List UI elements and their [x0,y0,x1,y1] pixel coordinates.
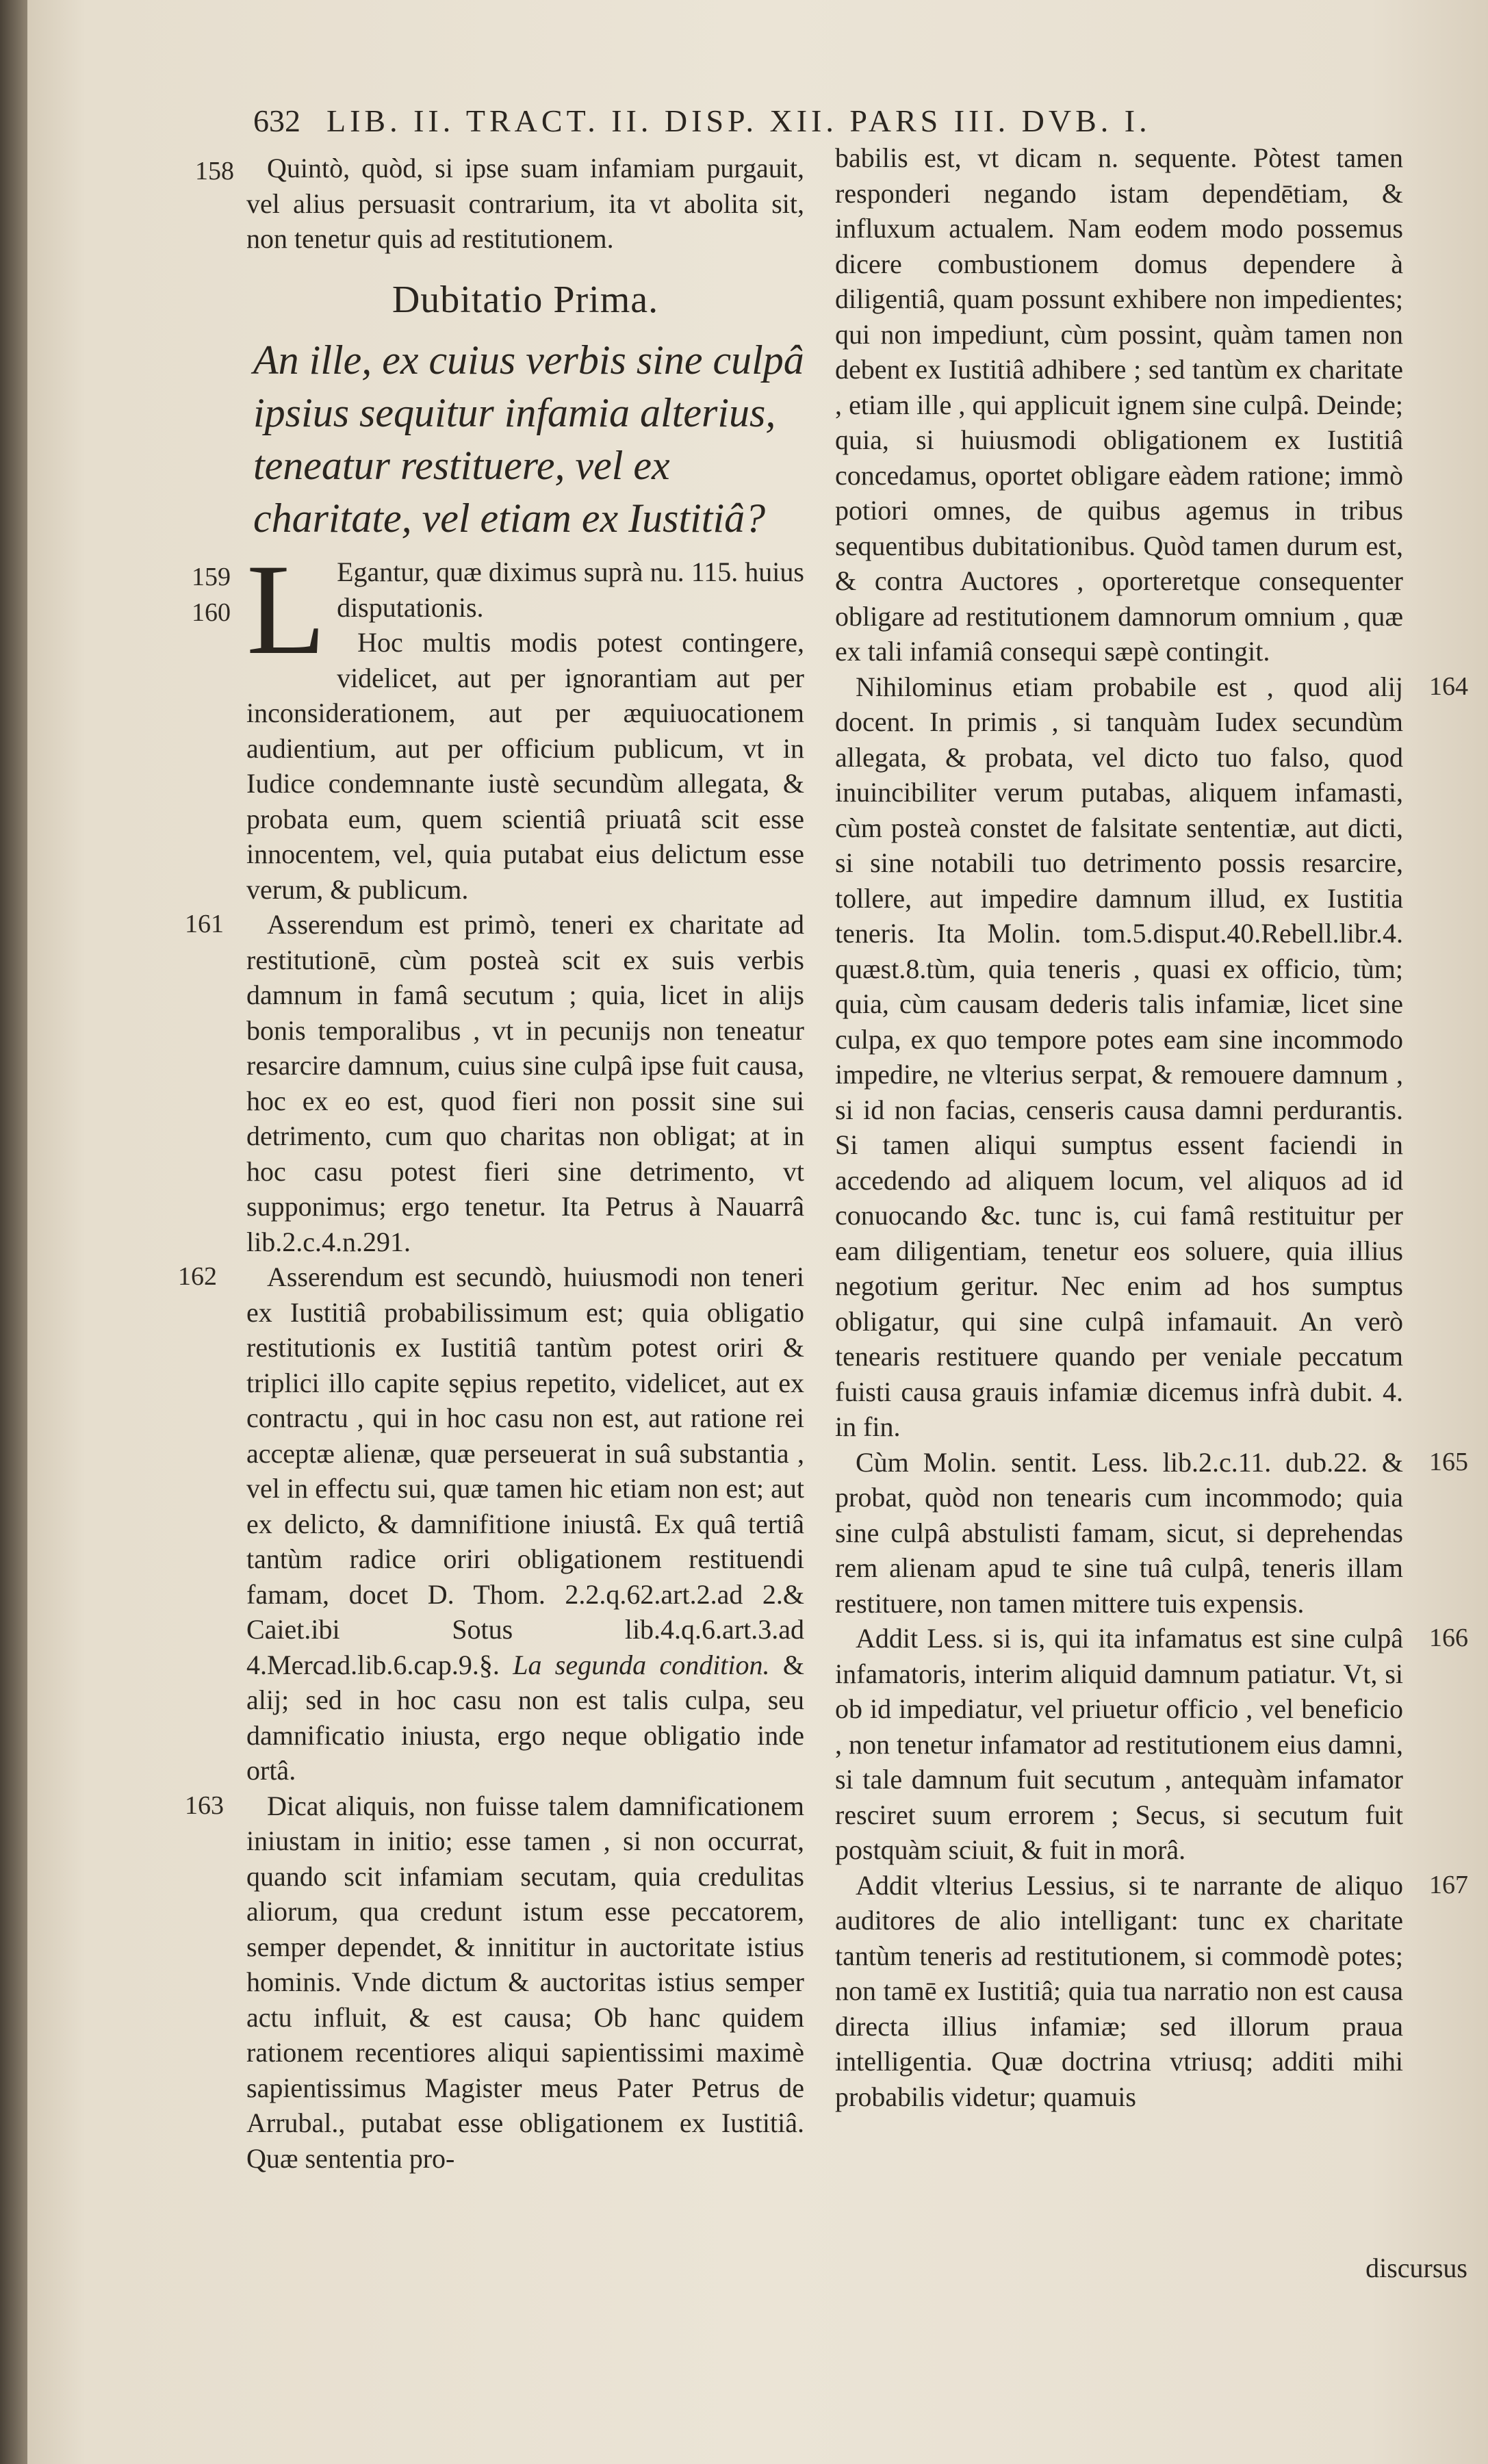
paragraph-158: Quintò, quòd, si ipse suam infamiam purgauit, vel alius persuasit contrarium, ita vt abolita sit, non tenetur quis ad restitutionem. [246,153,804,254]
page-number: 632 [253,103,300,138]
paragraph-number: 160 [192,598,231,627]
paragraph-number: 166 [1429,1624,1468,1652]
running-title: LIB. II. TRACT. II. DISP. XII. PARS III. DVB. I. [326,103,1151,138]
paragraph-166: Addit Less. si is, qui ita infamatus est sine culpâ infamatoris, interim aliquid damnum patiatur. Vt, si ob id impediatur, vel priuetur officio , vel beneficio , non tenetur infamator ad restitutionem eius damni, si tale damnum fuit secutum , antequàm infamator resciret suum errorem ; Secus, si secutum fuit postquàm sciuit, & fuit in morâ. [835,1623,1403,1865]
paragraph-163-block [185,1788,804,2177]
paragraph-165-block [835,1445,1468,1621]
book-page [27,0,1488,2464]
paragraph-159-160-block [192,538,804,907]
paragraph-159: Egantur, quæ diximus suprà nu. 115. huius disputationis. [337,556,804,623]
paragraph-162-text: Asserendum est secundò, huiusmodi non teneri ex Iustitiâ probabilissimum est; quia obligatio restitutionis ex Iustitiâ tantùm potest oriri & triplici illo capite sępius repetito, videlicet, aut ex contractu , qui in hoc casu non est, aut ratione rei acceptæ alienæ, quæ perseuerat in suâ substantia , vel in effectu sui, quæ tamen hic etiam non est; aut ex delicto, & damnifitione iniustâ. Ex quâ tertiâ tantùm radice oriri obligationem restituendi famam, docet D. Thom. 2.2.q.62.art.2.ad 2.& Caiet.ibi Sotus lib.4.q.6.art.3.ad 4.Mercad.lib.6.cap.9.§. [246,1261,804,1680]
citation-reference: La segunda condition. [513,1649,770,1680]
paragraph-number: 167 [1429,1870,1468,1899]
paragraph-167-block [835,1868,1468,2115]
paragraph-162 [246,1259,804,1788]
paragraph-161-block [185,907,804,1259]
paragraph-161: Asserendum est primò, teneri ex charitate ad restitutionē, cùm posteà scit ex suis verbis damnum in famâ secutum ; quia, licet in alijs bonis temporalibus , vt in pecunijs non teneatur resarcire damnum, cuius sine culpâ ipse fuit causa, hoc ex eo est, quod fieri non possit sine sui detrimento, cum quo charitas non obligat; at in hoc casu potest fieri sine detrimento, vt supponimus; ergo tenetur. Ita Petrus à Nauarrâ lib.2.c.4.n.291. [246,909,804,1257]
paragraph-number: 159 [192,563,231,591]
paragraph-number: 162 [178,1262,217,1291]
paragraph-162-block [178,1259,804,1788]
right-column [835,140,1468,2114]
dubitatio-question: An ille, ex cuius verbis sine culpâ ipsius sequitur infamia alterius, teneatur restituere, vel ex charitate, vel etiam ex Iustitiâ? [253,337,804,541]
running-header [253,103,1485,139]
paragraph-number: 164 [1429,671,1468,701]
paragraph-number: 158 [195,157,234,185]
paragraph-164: Nihilominus etiam probabile est , quod alij docent. In primis , si tanquàm Iudex secundùm allegata, & probata, vel dicto tuo falso, quod inuincibiliter verum putabas, aliquem infamasti, cùm posteà constet de falsitate sententiæ, aut dicti, si sine notabili tuo detrimento possis resarcire, tollere, aut impedire damnum illud, ex Iustitia teneris. Ita Molin. tom.5.disput.40.Rebell.libr.4. quæst.8.tùm, quia teneris , quasi ex officio, tùm; quia, cùm causam dederis talis infamiæ, licet sine culpa, ex quo tempore potes eam sine incommodo impedire, ne vlterius serpat, & remouere damnum , si id non facias, censeris causa damni perdurantis. Si tamen aliqui sumptus essent faciendi in accedendo ad aliquem locum, vel aliquos ad id conuocando &c. tunc is, cui famâ restituitur per eam diligentiam, tenetur eos soluere, quia illius negotium geritur. Nec enim ad hos sumptus obligatur, qui sine culpâ infamauit. An verò tenearis restituere quando per veniale peccatum fuisti causa grauis infamiæ dicemus infrà dubit. 4. in fin. [835,671,1403,1442]
paragraph-163: Dicat aliquis, non fuisse talem damnificationem iniustam in initio; esse tamen , si non occurrat, quando scit infamiam secutam, quia credulitas aliorum, qua credunt istum esse peccatorem, semper dependet, & innititur in auctoritate istius hominis. Vnde dictum & auctoritas istius semper actu influit, & est causa; Ob hanc quidem rationem recentiores aliqui sapientissimi maximè sapientissimus Magister meus Pater Petrus de Arrubal., putabat esse obligationem ex Iustitiâ. Quæ sententia pro- [246,1790,804,2174]
drop-capital: L [246,538,326,682]
catchword: discursus [1365,2253,1467,2283]
paragraph-166-block [835,1621,1468,1868]
book-gutter [0,0,27,2464]
paragraph-160: Hoc multis modis potest contingere, videlicet, aut per ignorantiam aut per inconsiderationem, aut per æquiuocationem audientium, aut per officium publicum, vt in Iudice condemnante iustè secundùm allegata, & probata eum, quem scientiâ priuatâ scit esse innocentem, vel, quia putabat eius delictum esse verum, & publicum. [246,627,804,905]
paragraph-number: 163 [185,1791,224,1820]
paragraph-165: Cùm Molin. sentit. Less. lib.2.c.11. dub.22. & probat, quòd non tenearis cum incommodo; quia sine culpâ abstulisti famam, sicut, si deprehendas rem alienam apud te sine tuâ culpâ, teneris illam restituere, non tamen mittere tuis expensis. [835,1446,1403,1619]
paragraph-number: 161 [185,910,224,938]
paragraph-163-continued: babilis est, vt dicam n. sequente. Pòtest tamen responderi negando istam dependētiam, & influxum actualem. Nam eodem modo possemus dicere combustionem domus dependere à diligentiâ, quam possunt exhibere non impedientes; qui non impediunt, cùm possint, quàm tamen non debent ex Iustitiâ adhibere ; sed tantùm ex charitate , etiam ille , qui applicuit ignem sine culpâ. Deinde; quia, si huiusmodi obligationem ex Iustitiâ concedamus, oportet obligare eàdem ratione; immò potiori omnes, de quibus agemus in tribus sequentibus dubitationibus. Quòd tamen durum est, & contra Auctores , oporteretque consequenter obligare ad restitutionem damnorum omnium , quæ ex tali infamiâ consequi sæpè contingit. [835,142,1403,667]
paragraph-number: 165 [1429,1447,1468,1476]
paragraph-164-block [835,669,1468,1445]
dubitatio-heading: Dubitatio Prima. [392,278,659,321]
paragraph-167: Addit vlterius Lessius, si te narrante de aliquo auditores de alio intelligant: tunc ex charitate tantùm teneris ad restitutionem, si commodè potes; non tamē ex Iustitiâ; quia tua narratio non est causa directa illius infamiæ; sed illorum praua intelligentia. Quæ doctrina vtriusq; additi mihi probabilis videtur; quamuis [835,1869,1403,2112]
left-column [178,140,804,2176]
paragraph-162-tail: & alij; sed in hoc casu non est talis culpa, seu damnificatio iniusta, ergo neque obligatio inde ortâ. [246,1649,804,1786]
